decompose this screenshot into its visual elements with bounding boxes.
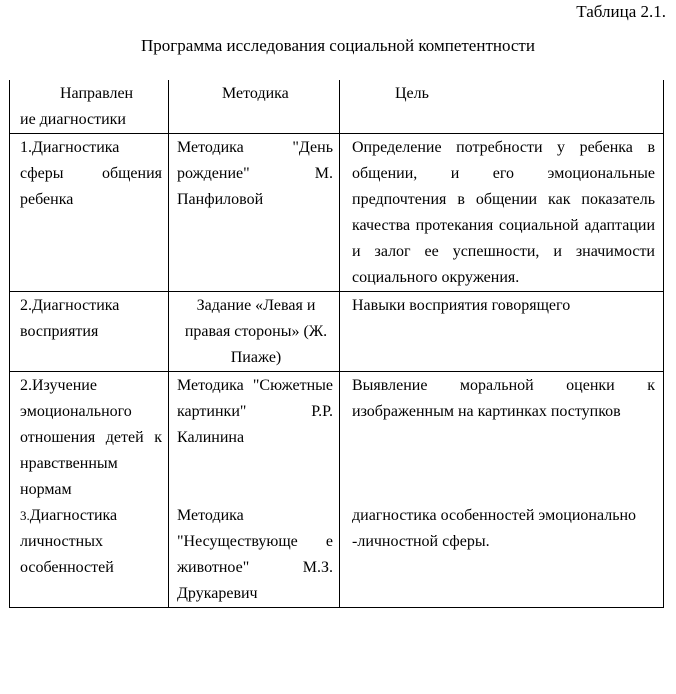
header-method (169, 80, 340, 134)
header-goal-label: Цель (395, 85, 429, 102)
research-program-table (9, 80, 664, 608)
header-direction-line1: Направлен (60, 85, 134, 102)
header-direction-line2: ие диагностики (20, 111, 126, 128)
row1-direction: 1.Диагностика сферы общения ребенка (20, 139, 162, 208)
table-row (10, 134, 664, 292)
row3-goal: Выявление моральной оценки к изображенным на картинках поступков (352, 377, 655, 420)
header-direction (10, 80, 169, 134)
row1-method: Методика "День рождение" М. Панфиловой (177, 139, 333, 208)
row2-direction: 2.Диагностика восприятия (20, 297, 120, 340)
table-number: Таблица 2.1. (576, 2, 666, 21)
row4-direction-text: Диагностика личностных особенностей (20, 507, 118, 576)
header-method-label: Методика (222, 85, 289, 102)
row4-goal: диагностика особенностей эмоционально -личностной сферы. (352, 507, 637, 550)
header-goal (340, 80, 664, 134)
table-row (10, 372, 664, 504)
table-title: Программа исследования социальной компетентности (141, 36, 535, 55)
row2-goal: Навыки восприятия говорящего (352, 297, 571, 314)
table-row (10, 292, 664, 372)
row3-method: Методика "Сюжетные картинки" Р.Р. Калинина (177, 377, 333, 446)
row4-direction-number: 3. (20, 508, 30, 523)
table-row (10, 503, 664, 608)
row2-method: Задание «Левая и правая стороны» (Ж. Пиаже) (184, 297, 328, 366)
row3-direction: 2.Изучение эмоционального отношения детей к нравственным нормам (20, 377, 162, 498)
row1-goal: Определение потребности у ребенка в общении, и его эмоциональные предпочтения в общении как показатель качества протекания социальной адаптации и залог ее успешности, и значимости социального окружения. (352, 139, 655, 286)
table-header-row (10, 80, 664, 134)
row4-direction (10, 503, 168, 581)
row4-method: Методика "Несуществующе е животное" М.З. Друкаревич (177, 507, 333, 602)
